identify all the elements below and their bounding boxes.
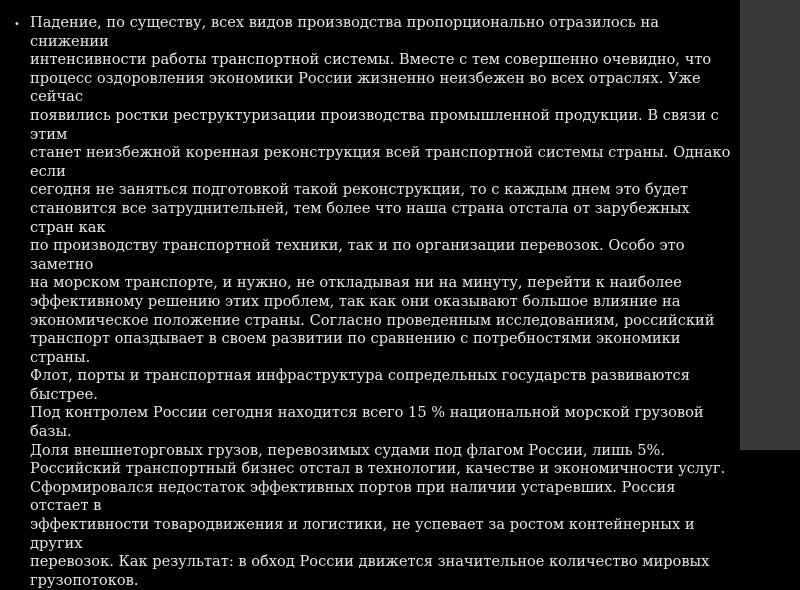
text-line: по производству транспортной техники, так и по организации перевозок. Особо это заметно: [30, 237, 685, 273]
text-line: Падение, по существу, всех видов производства пропорционально отразилось на снижении: [30, 14, 659, 50]
text-line: процесс оздоровления экономики России жизненно неизбежен во всех отраслях. Уже сейчас: [30, 69, 701, 106]
text-line: перевозок. Как результат: в обход России движется значительное количество мировых: [30, 553, 710, 571]
text-line: на морском транспорте, и нужно, не откладывая ни на минуту, перейти к наиболее: [30, 274, 682, 292]
text-line: становится все затруднительней, тем более что наша страна отстала от зарубежных стран как: [30, 199, 690, 236]
text-line: грузопотоков.: [30, 571, 139, 589]
text-line: Сформировался недостаток эффективных портов при наличии устаревших. Россия отстает в: [30, 478, 676, 515]
text-line: появились ростки реструктуризации производства промышленной продукции. В связи с этим: [30, 106, 719, 143]
paragraph: [26, 14, 732, 590]
text-line: Доля внешнеторговых грузов, перевозимых судами под флагом России, лишь 5%.: [30, 441, 666, 459]
text-block: [14, 14, 732, 590]
side-strip: [740, 0, 800, 450]
text-line: эффективному решению этих проблем, так как они оказывают большое влияние на: [30, 292, 681, 310]
bullet-icon: •: [14, 19, 20, 30]
text-line: Под контролем России сегодня находится всего 15 % национальной морской грузовой базы.: [30, 404, 704, 441]
text-line: Флот, порты и транспортная инфраструктура сопредельных государств развиваются быстрее.: [30, 367, 690, 403]
text-line: экономическое положение страны. Согласно проведенным исследованиям, российский: [30, 311, 715, 329]
text-line: эффективности товародвижения и логистики, не успевает за ростом контейнерных и других: [30, 516, 695, 552]
text-line: интенсивности работы транспортной системы. Вместе с тем совершенно очевидно, что: [30, 51, 712, 69]
text-line: станет неизбежной коренная реконструкция всей транспортной системы страны. Однако если: [30, 144, 731, 180]
text-line: Российский транспортный бизнес отстал в технологии, качестве и экономичности услуг.: [30, 460, 726, 478]
text-line: транспорт опаздывает в своем развитии по сравнению с потребностями экономики страны.: [30, 330, 681, 366]
text-line: сегодня не заняться подготовкой такой реконструкции, то с каждым днем это будет: [30, 181, 689, 199]
